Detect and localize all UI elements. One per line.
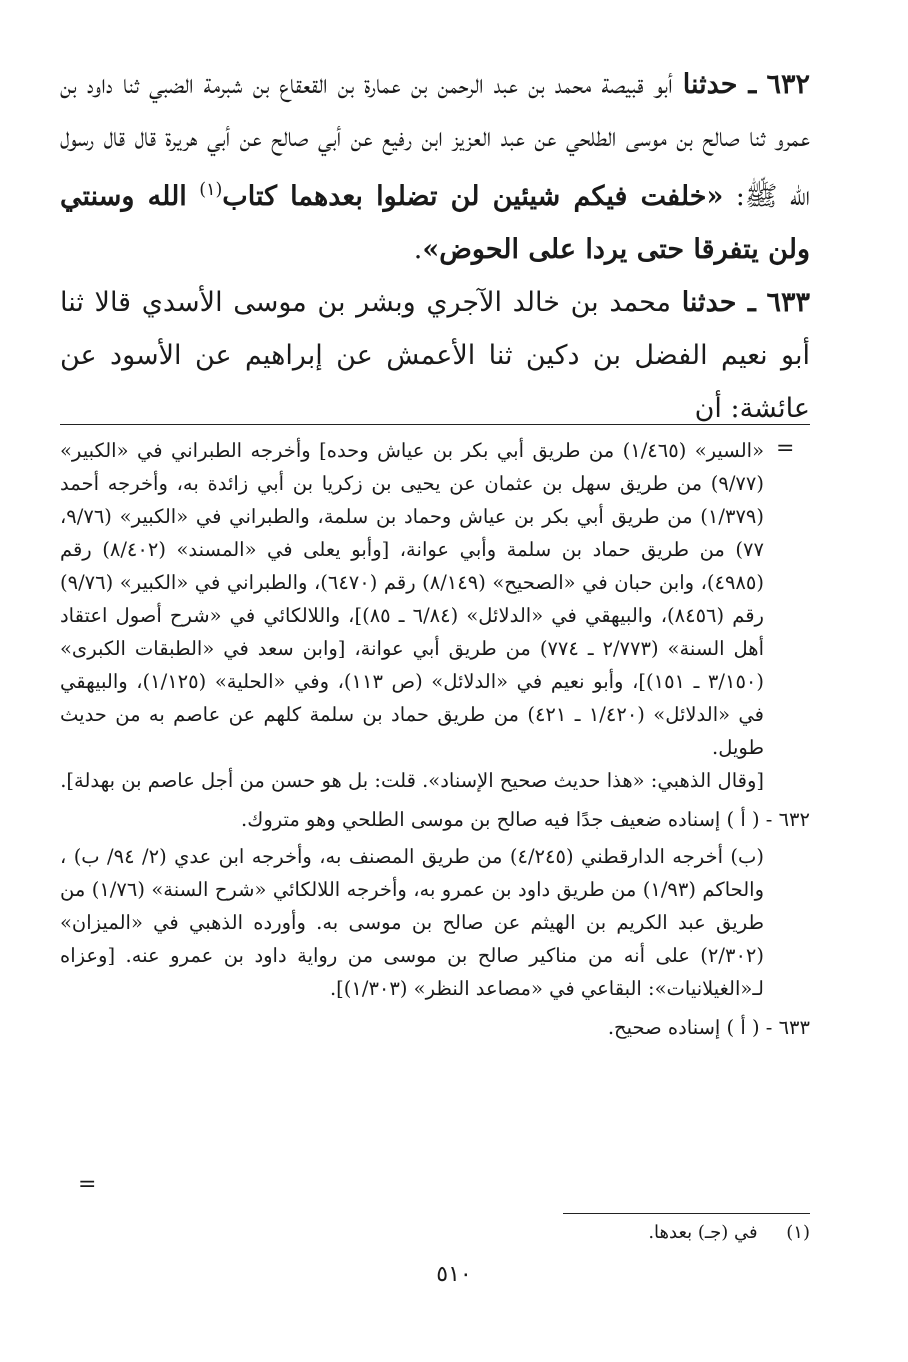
note-continuation (60, 434, 810, 764)
hadith-633 (60, 276, 810, 435)
footnote-text: في (جـ) بعدها. (648, 1222, 758, 1243)
note-continuation-text: «السير» (١/٤٦٥) من طريق أبي بكر بن عياش وحده] وأخرجه الطبراني في «الكبير» (٩/٧٧) من طريق سهل بن عثمان عن يحيى بن زكريا بن أبي زائدة به، وأخرجه أحمد (١/٣٧٩) من طريق أبي بكر بن عياش وحماد بن سلمة، والطبراني في «الكبير» (٩/٧٦، ٧٧) من طريق حماد بن سلمة وأبي عوانة، [وأبو يعلى في «المسند» (٨/٤٠٢) رقم (٤٩٨٥)، وابن حبان في «الصحيح» (٨/١٤٩) رقم (٦٤٧٠)، والطبراني في «الكبير» (٩/٧٦) رقم (٨٤٥٦)، والبيهقي في «الدلائل» (٦/٨٤ ـ ٨٥)]، واللالكائي في «شرح أصول اعتقاد أهل السنة» (٢/٧٧٣ ـ ٧٧٤) من طريق أبي عوانة، [وابن سعد في «الطبقات الكبرى» (٣/١٥٠ ـ ١٥١)]، وأبو نعيم في «الدلائل» (ص ١١٣)، وفي «الحلية» (١/١٢٥)، والبيهقي في «الدلائل» (١/٤٢٠ ـ ٤٢١) من طريق حماد بن سلمة كلهم عن عاصم به من حديث طويل. (60, 439, 764, 759)
hadith-isnad: أبو قبيصة محمد بن عبد الرحمن بن عمارة بن القعقاع بن شبرمة الضبي ثنا داود بن عمرو ثنا صالح بن موسى الطلحي عن عبد العزيز ابن رفيع عن أبي صالح عن أبي هريرة قال قال رسول الله ﷺ: (60, 69, 811, 212)
hadith-matn-a: «خلفت فيكم شيئين لن تضلوا بعدهما كتاب (222, 181, 724, 212)
hadith-number: ٦٣٢ (766, 69, 810, 100)
continuation-marker: = (776, 436, 795, 461)
hadith-632 (60, 58, 810, 276)
note-633 (60, 1011, 810, 1044)
next-page-marker: = (78, 1172, 97, 1197)
notes-section (60, 434, 810, 1044)
hadith-lead: ـ حدثنا (682, 69, 757, 100)
hadith-text: محمد بن خالد الآجري وبشر بن موسى الأسدي قالا ثنا أبو نعيم الفضل بن دكين ثنا الأعمش عن إبراهيم عن الأسود عن عائشة: أن (60, 287, 810, 424)
note-633-a: إسناده صحيح. (607, 1016, 721, 1039)
footnote (560, 1219, 810, 1247)
footnote-reference: (١) (199, 180, 223, 200)
note-633-label: ٦٣٣ - ( أ ) (726, 1016, 810, 1039)
hadith-lead: ـ حدثنا (681, 287, 756, 318)
footnote-divider (563, 1213, 810, 1214)
note-632 (60, 803, 810, 836)
main-text (60, 58, 810, 435)
hadith-matn-b: الله وسنتي ولن يتفرقا حتى يردا على الحوض» (60, 181, 810, 265)
main-divider (60, 424, 810, 425)
note-632-label: ٦٣٢ - ( أ ) (726, 808, 810, 831)
hadith-number: ٦٣٣ (766, 287, 811, 318)
page-number: ٥١٠ (436, 1262, 472, 1287)
note-dhahabi: [وقال الذهبي: «هذا حديث صحيح الإسناد». قلت: بل هو حسن من أجل عاصم بن بهدلة]. (60, 769, 764, 792)
note-632-b: (ب) أخرجه الدارقطني (٤/٢٤٥) من طريق المصنف به، وأخرجه ابن عدي (٢/ ٩٤/ ب) ، والحاكم (١/٩٣) من طريق داود بن عمرو به، وأخرجه اللالكائي «شرح السنة» (١/٧٦) من طريق عبد الكريم بن الهيثم عن صالح بن موسى به. وأورده الذهبي في «الميزان» (٢/٣٠٢) على أنه من مناكير صالح بن موسى من رواية داود بن عمرو عنه. [وعزاه لـ«الغيلانيات»: البقاعي في «مصاعد النظر» (١/٣٠٣)]. (60, 845, 764, 1000)
footnote-number: (١) (786, 1222, 810, 1243)
hadith-end: . (413, 234, 423, 265)
note-632-a: إسناده ضعيف جدًا فيه صالح بن موسى الطلحي وهو متروك. (241, 808, 721, 831)
